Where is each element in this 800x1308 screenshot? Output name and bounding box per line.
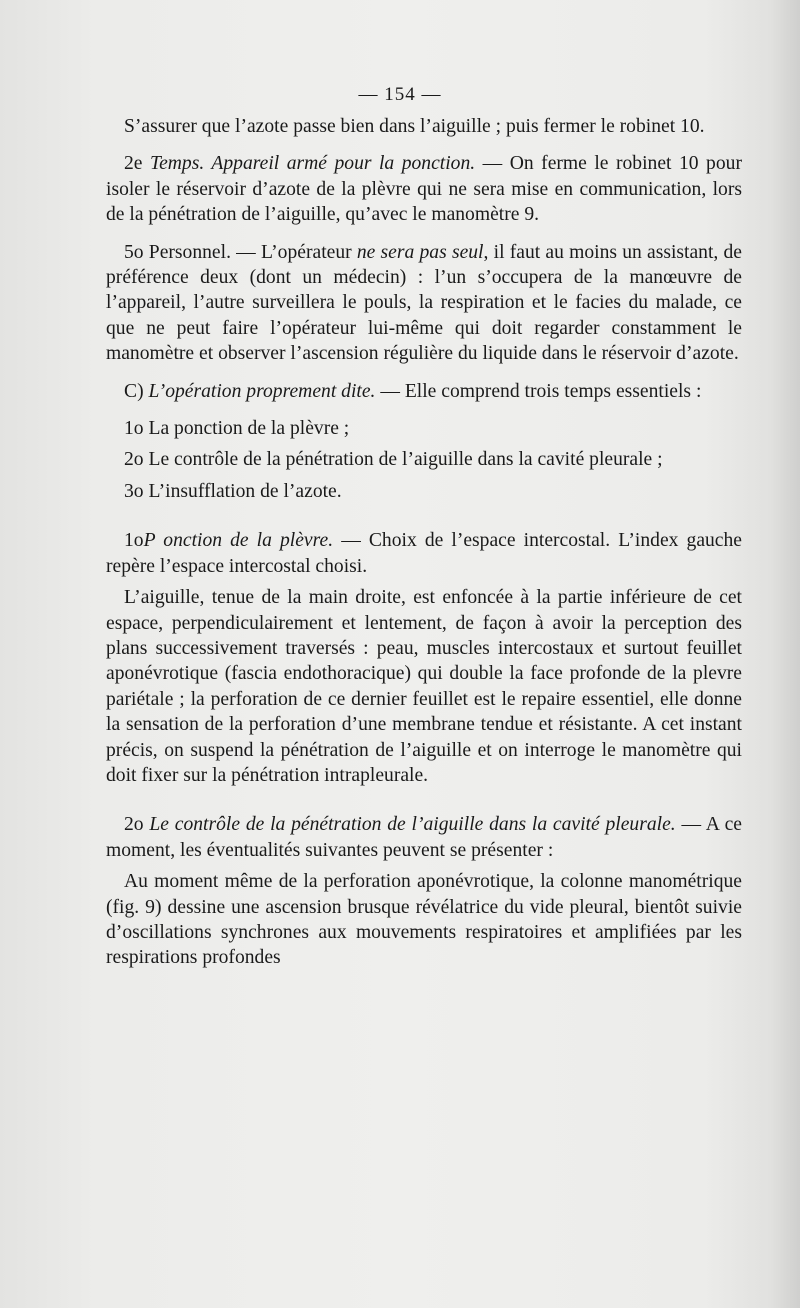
paragraph-control bbox=[106, 812, 742, 863]
paragraph-control-lead: 2o bbox=[124, 814, 150, 836]
paragraph-puncture-lead: 1o bbox=[124, 530, 144, 552]
paragraph-second-time-italic: Temps. Appareil armé pour la ponction. bbox=[149, 153, 476, 175]
page-number: — 154 — bbox=[358, 84, 442, 105]
paragraph-second-time-lead: 2e bbox=[124, 153, 150, 175]
paragraph-manometer bbox=[106, 869, 742, 971]
paragraph-control-italic: Le contrôle de la pénétration de l’aiguille dans la cavité pleurale. bbox=[149, 814, 676, 836]
paragraph-operation-lead: C) bbox=[124, 380, 149, 402]
paragraph-second-time bbox=[106, 151, 742, 227]
paragraph-puncture bbox=[106, 528, 742, 579]
paragraph-nitrogen-check bbox=[106, 114, 742, 139]
paragraph-operation-rest: — Elle comprend trois temps essentiels : bbox=[375, 380, 702, 402]
paragraph-personnel bbox=[106, 240, 742, 367]
list-item-3 bbox=[106, 479, 742, 504]
paragraph-control-rest: — A ce moment, les éventualités suivantes peuvent se présenter : bbox=[106, 814, 742, 861]
paragraph-puncture-rest: — Choix de l’espace intercostal. L’index gauche repère l’espace intercostal choisi. bbox=[106, 530, 742, 577]
paragraph-operation bbox=[106, 379, 742, 404]
paragraph-personnel-lead: 5o Personnel. — L’opérateur bbox=[124, 241, 357, 263]
body-text bbox=[106, 114, 742, 971]
paragraph-nitrogen-check-text: S’assurer que l’azote passe bien dans l’aiguille ; puis fermer le robinet 10. bbox=[124, 116, 705, 137]
paragraph-needle bbox=[106, 585, 742, 788]
list-item-3-text: 3o L’insufflation de l’azote. bbox=[124, 480, 342, 502]
list-item-2 bbox=[106, 447, 742, 472]
paragraph-second-time-rest: — On ferme le robinet 10 pour isoler le réservoir d’azote de la plèvre qui ne sera mise en communication, lors de la pénétration de l’aiguille, qu’avec le manomètre 9. bbox=[106, 153, 742, 226]
paragraph-manometer-text: Au moment même de la perforation aponévrotique, la colonne manométrique (fig. 9) dessine une ascension brusque révélatrice du vide pleural, bientôt suivie d’oscillations synchrones aux mouvements respiratoires et amplifiées par les respirations profondes bbox=[106, 871, 742, 969]
paragraph-operation-italic: L’opération proprement dite. bbox=[148, 380, 376, 402]
paragraph-needle-text: L’aiguille, tenue de la main droite, est enfoncée à la partie inférieure de cet espace, perpendiculairement et lentement, de façon à avoir la perception des plans successivement traversés : peau, muscles intercostaux et surtout feuillet aponévrotique (fascia endothoracique) qui double la face profonde de la plevre pariétale ; la perforation de ce dernier feuillet est le repaire essentiel, elle donne la sensation de la perforation d’une membrane tendue et résistante. A cet instant précis, on suspend la pénétration de l’aiguille et on interroge le manomètre qui doit fixer sur la pénétration intrapleurale. bbox=[106, 587, 742, 786]
paragraph-puncture-italic: P onction de la plèvre. bbox=[143, 530, 334, 552]
list-item-1-text: 1o La ponction de la plèvre ; bbox=[124, 418, 350, 440]
list-item-1 bbox=[106, 416, 742, 441]
list-item-2-text: 2o Le contrôle de la pénétration de l’aiguille dans la cavité pleurale ; bbox=[124, 449, 663, 471]
paragraph-personnel-italic: ne sera pas seul bbox=[356, 241, 484, 263]
paragraph-personnel-rest: , il faut au moins un assistant, de préférence deux (dont un médecin) : l’un s’occupera de la manœuvre de l’appareil, l’autre surveillera le pouls, la respiration et le facies du malade, ce que ne peut faire l’opérateur lui-même qui doit regarder constamment le manomètre et observer l’ascension régulière du liquide dans le réservoir d’azote. bbox=[106, 241, 742, 365]
